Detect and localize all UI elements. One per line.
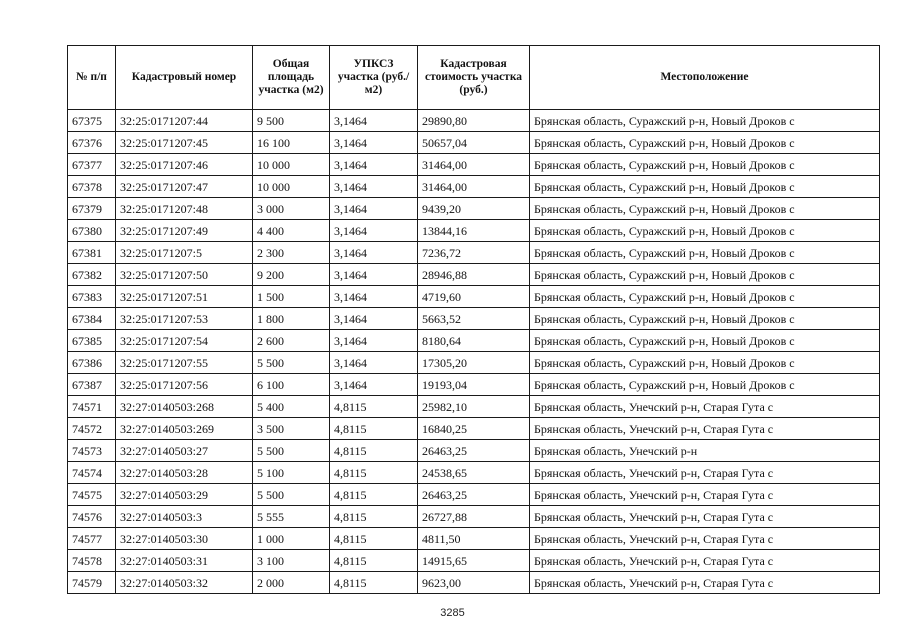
table-row	[68, 110, 880, 132]
specific-value-cell: 4,8115	[330, 440, 418, 462]
row-number-cell: 74575	[68, 484, 116, 506]
location-cell: Брянская область, Суражский р-н, Новый Дроков с	[530, 132, 880, 154]
location-cell: Брянская область, Унечский р-н, Старая Гута с	[530, 418, 880, 440]
specific-value-cell: 3,1464	[330, 110, 418, 132]
area-cell: 6 100	[253, 374, 330, 396]
row-number-cell: 74571	[68, 396, 116, 418]
row-number-cell: 67379	[68, 198, 116, 220]
cadastral-number-cell: 32:27:0140503:3	[116, 506, 253, 528]
table-row	[68, 462, 880, 484]
table-row	[68, 264, 880, 286]
row-number-cell: 74579	[68, 572, 116, 594]
row-number-cell: 74576	[68, 506, 116, 528]
row-number-cell: 74574	[68, 462, 116, 484]
cadastral-number-cell: 32:27:0140503:29	[116, 484, 253, 506]
cadastral-value-cell: 4811,50	[418, 528, 530, 550]
area-cell: 10 000	[253, 176, 330, 198]
area-cell: 2 000	[253, 572, 330, 594]
location-cell: Брянская область, Унечский р-н, Старая Гута с	[530, 484, 880, 506]
row-number-cell: 67383	[68, 286, 116, 308]
cadastral-number-cell: 32:27:0140503:27	[116, 440, 253, 462]
cadastral-value-cell: 25982,10	[418, 396, 530, 418]
cadastral-value-cell: 14915,65	[418, 550, 530, 572]
area-cell: 1 500	[253, 286, 330, 308]
cadastral-number-cell: 32:25:0171207:50	[116, 264, 253, 286]
location-cell: Брянская область, Суражский р-н, Новый Дроков с	[530, 110, 880, 132]
area-cell: 2 300	[253, 242, 330, 264]
location-cell: Брянская область, Суражский р-н, Новый Дроков с	[530, 264, 880, 286]
row-number-cell: 67382	[68, 264, 116, 286]
cadastral-value-cell: 26727,88	[418, 506, 530, 528]
location-cell: Брянская область, Унечский р-н, Старая Гута с	[530, 572, 880, 594]
specific-value-cell: 3,1464	[330, 352, 418, 374]
row-number-cell: 74578	[68, 550, 116, 572]
cadastral-number-cell: 32:25:0171207:44	[116, 110, 253, 132]
specific-value-cell: 3,1464	[330, 330, 418, 352]
table-row	[68, 242, 880, 264]
header-row	[68, 46, 880, 110]
specific-value-cell: 4,8115	[330, 462, 418, 484]
area-cell: 5 555	[253, 506, 330, 528]
specific-value-cell: 4,8115	[330, 484, 418, 506]
specific-value-cell: 3,1464	[330, 286, 418, 308]
table-row	[68, 572, 880, 594]
cadastral-value-cell: 13844,16	[418, 220, 530, 242]
row-number-cell: 67378	[68, 176, 116, 198]
cadastral-number-cell: 32:27:0140503:268	[116, 396, 253, 418]
cadastral-number-cell: 32:25:0171207:55	[116, 352, 253, 374]
row-number-cell: 67380	[68, 220, 116, 242]
area-cell: 10 000	[253, 154, 330, 176]
row-number-cell: 67375	[68, 110, 116, 132]
table-row	[68, 374, 880, 396]
area-cell: 1 800	[253, 308, 330, 330]
area-cell: 9 500	[253, 110, 330, 132]
location-cell: Брянская область, Суражский р-н, Новый Дроков с	[530, 374, 880, 396]
specific-value-cell: 3,1464	[330, 264, 418, 286]
cadastral-value-cell: 19193,04	[418, 374, 530, 396]
cadastral-number-cell: 32:25:0171207:47	[116, 176, 253, 198]
specific-value-cell: 4,8115	[330, 572, 418, 594]
area-cell: 5 500	[253, 352, 330, 374]
header-total-area: Общая площадь участка (м2)	[253, 46, 330, 110]
cadastral-value-cell: 26463,25	[418, 440, 530, 462]
cadastral-value-cell: 4719,60	[418, 286, 530, 308]
cadastral-value-cell: 31464,00	[418, 176, 530, 198]
cadastral-number-cell: 32:27:0140503:32	[116, 572, 253, 594]
cadastral-value-cell: 7236,72	[418, 242, 530, 264]
table-row	[68, 484, 880, 506]
table-row	[68, 176, 880, 198]
specific-value-cell: 4,8115	[330, 418, 418, 440]
location-cell: Брянская область, Суражский р-н, Новый Дроков с	[530, 242, 880, 264]
area-cell: 2 600	[253, 330, 330, 352]
area-cell: 3 500	[253, 418, 330, 440]
location-cell: Брянская область, Суражский р-н, Новый Дроков с	[530, 154, 880, 176]
area-cell: 16 100	[253, 132, 330, 154]
specific-value-cell: 3,1464	[330, 176, 418, 198]
table-row	[68, 440, 880, 462]
location-cell: Брянская область, Унечский р-н, Старая Гута с	[530, 506, 880, 528]
specific-value-cell: 3,1464	[330, 220, 418, 242]
location-cell: Брянская область, Суражский р-н, Новый Дроков с	[530, 330, 880, 352]
cadastral-number-cell: 32:27:0140503:28	[116, 462, 253, 484]
row-number-cell: 74573	[68, 440, 116, 462]
cadastral-number-cell: 32:27:0140503:30	[116, 528, 253, 550]
area-cell: 4 400	[253, 220, 330, 242]
specific-value-cell: 3,1464	[330, 308, 418, 330]
page-number: 3285	[440, 607, 465, 619]
row-number-cell: 67376	[68, 132, 116, 154]
specific-value-cell: 4,8115	[330, 396, 418, 418]
cadastral-value-cell: 24538,65	[418, 462, 530, 484]
specific-value-cell: 3,1464	[330, 242, 418, 264]
cadastral-number-cell: 32:25:0171207:45	[116, 132, 253, 154]
specific-value-cell: 4,8115	[330, 550, 418, 572]
area-cell: 3 000	[253, 198, 330, 220]
table-row	[68, 550, 880, 572]
location-cell: Брянская область, Суражский р-н, Новый Дроков с	[530, 176, 880, 198]
cadastral-value-cell: 17305,20	[418, 352, 530, 374]
specific-value-cell: 3,1464	[330, 198, 418, 220]
location-cell: Брянская область, Унечский р-н, Старая Гута с	[530, 396, 880, 418]
cadastral-number-cell: 32:25:0171207:5	[116, 242, 253, 264]
location-cell: Брянская область, Суражский р-н, Новый Дроков с	[530, 352, 880, 374]
location-cell: Брянская область, Унечский р-н	[530, 440, 880, 462]
table-row	[68, 198, 880, 220]
cadastral-value-cell: 29890,80	[418, 110, 530, 132]
table-row	[68, 286, 880, 308]
row-number-cell: 67384	[68, 308, 116, 330]
cadastral-value-table	[67, 45, 880, 594]
specific-value-cell: 4,8115	[330, 528, 418, 550]
cadastral-number-cell: 32:25:0171207:54	[116, 330, 253, 352]
specific-value-cell: 4,8115	[330, 506, 418, 528]
location-cell: Брянская область, Суражский р-н, Новый Дроков с	[530, 220, 880, 242]
table-row	[68, 220, 880, 242]
header-location: Местоположение	[530, 46, 880, 110]
header-specific-value: УПКСЗ участка (руб./м2)	[330, 46, 418, 110]
table-row	[68, 506, 880, 528]
cadastral-value-cell: 8180,64	[418, 330, 530, 352]
location-cell: Брянская область, Суражский р-н, Новый Дроков с	[530, 308, 880, 330]
cadastral-value-cell: 9439,20	[418, 198, 530, 220]
header-cadastral-number: Кадастровый номер	[116, 46, 253, 110]
cadastral-value-cell: 9623,00	[418, 572, 530, 594]
cadastral-number-cell: 32:25:0171207:48	[116, 198, 253, 220]
table-row	[68, 528, 880, 550]
location-cell: Брянская область, Унечский р-н, Старая Гута с	[530, 550, 880, 572]
table-row	[68, 132, 880, 154]
cadastral-number-cell: 32:27:0140503:269	[116, 418, 253, 440]
row-number-cell: 67381	[68, 242, 116, 264]
table-row	[68, 418, 880, 440]
row-number-cell: 67386	[68, 352, 116, 374]
cadastral-number-cell: 32:25:0171207:53	[116, 308, 253, 330]
location-cell: Брянская область, Унечский р-н, Старая Гута с	[530, 528, 880, 550]
cadastral-number-cell: 32:25:0171207:56	[116, 374, 253, 396]
row-number-cell: 67377	[68, 154, 116, 176]
cadastral-value-cell: 5663,52	[418, 308, 530, 330]
specific-value-cell: 3,1464	[330, 374, 418, 396]
cadastral-value-cell: 50657,04	[418, 132, 530, 154]
row-number-cell: 67387	[68, 374, 116, 396]
row-number-cell: 67385	[68, 330, 116, 352]
row-number-cell: 74577	[68, 528, 116, 550]
specific-value-cell: 3,1464	[330, 154, 418, 176]
cadastral-value-cell: 16840,25	[418, 418, 530, 440]
cadastral-value-cell: 31464,00	[418, 154, 530, 176]
cadastral-number-cell: 32:25:0171207:46	[116, 154, 253, 176]
header-cadastral-value: Кадастровая стоимость участка (руб.)	[418, 46, 530, 110]
table-header	[68, 46, 880, 110]
cadastral-number-cell: 32:25:0171207:51	[116, 286, 253, 308]
table-row	[68, 330, 880, 352]
area-cell: 5 500	[253, 440, 330, 462]
cadastral-number-cell: 32:25:0171207:49	[116, 220, 253, 242]
row-number-cell: 74572	[68, 418, 116, 440]
area-cell: 3 100	[253, 550, 330, 572]
header-row-number: № п/п	[68, 46, 116, 110]
table-body	[68, 110, 880, 594]
specific-value-cell: 3,1464	[330, 132, 418, 154]
area-cell: 9 200	[253, 264, 330, 286]
table-row	[68, 396, 880, 418]
cadastral-value-cell: 26463,25	[418, 484, 530, 506]
location-cell: Брянская область, Суражский р-н, Новый Дроков с	[530, 198, 880, 220]
location-cell: Брянская область, Унечский р-н, Старая Гута с	[530, 462, 880, 484]
table-row	[68, 352, 880, 374]
table-row	[68, 308, 880, 330]
area-cell: 5 500	[253, 484, 330, 506]
area-cell: 1 000	[253, 528, 330, 550]
cadastral-value-cell: 28946,88	[418, 264, 530, 286]
cadastral-number-cell: 32:27:0140503:31	[116, 550, 253, 572]
location-cell: Брянская область, Суражский р-н, Новый Дроков с	[530, 286, 880, 308]
area-cell: 5 400	[253, 396, 330, 418]
area-cell: 5 100	[253, 462, 330, 484]
table-row	[68, 154, 880, 176]
